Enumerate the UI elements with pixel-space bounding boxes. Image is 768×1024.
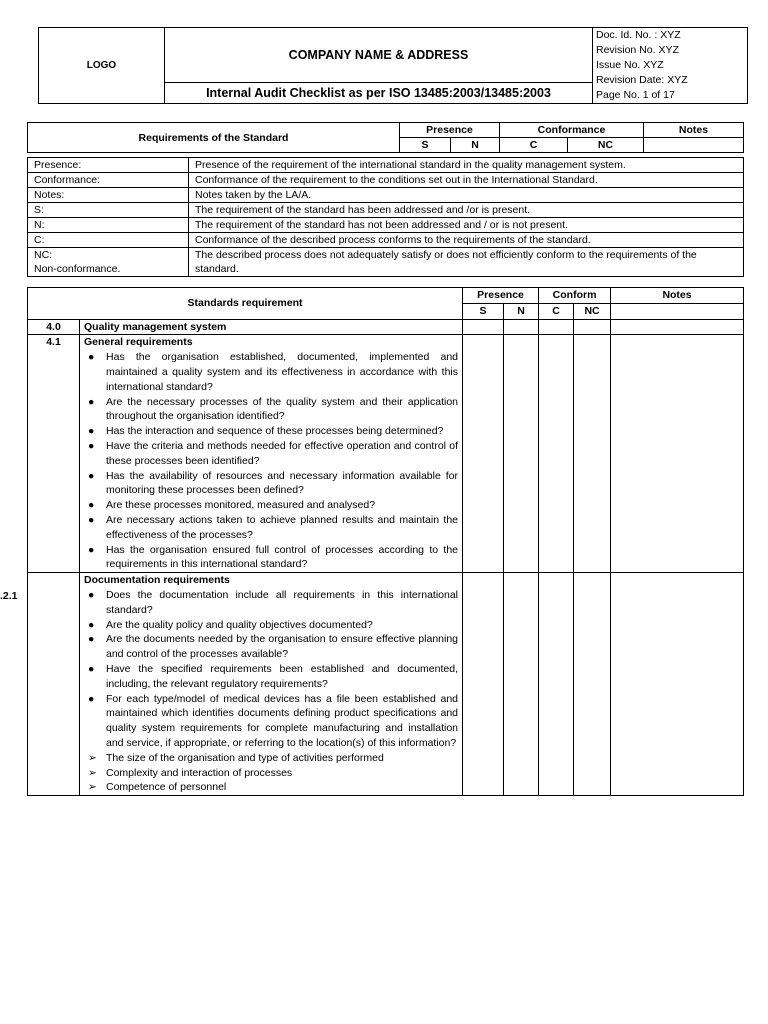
sub-item-text: Competence of personnel — [106, 781, 227, 794]
clause-content — [80, 573, 463, 796]
bullet-icon: ● — [88, 425, 95, 438]
clause-title: Documentation requirements — [84, 574, 230, 587]
legend-text: Conformance of the described process conforms to the requirements of the standard. — [189, 233, 744, 248]
bullet-icon: ● — [88, 618, 95, 631]
s-cell[interactable] — [463, 319, 504, 335]
s-header: S — [463, 303, 504, 319]
revision-no: Revision No. XYZ — [596, 44, 679, 56]
s-cell[interactable] — [463, 573, 504, 796]
s-header: S — [400, 138, 451, 153]
legend-text: The requirement of the standard has not been addressed and / or is not present. — [189, 218, 744, 233]
bullet-icon: ● — [88, 543, 95, 556]
legend-key: Notes: — [28, 188, 189, 203]
doc-id: Doc. Id. No. : XYZ — [596, 29, 681, 41]
question-item — [84, 439, 458, 469]
clause-row — [28, 573, 744, 796]
n-cell[interactable] — [504, 319, 539, 335]
question-text: For each type/model of medical devices has a file been established and maintained which identifies documents defining product specifications and quality system requirements for complete manufacturing and installation and service, if appropriate, or referring to the location(s) of this information? — [106, 692, 459, 749]
legend-row — [28, 233, 744, 248]
legend-text: Conformance of the requirement to the conditions set out in the International Standard. — [189, 173, 744, 188]
nc-cell[interactable] — [574, 573, 611, 796]
n-cell[interactable] — [504, 573, 539, 796]
question-item — [84, 350, 458, 394]
question-text: Has the organisation ensured full control of processes according to the requirements in this international standard? — [106, 543, 459, 571]
logo: LOGO — [39, 28, 165, 104]
legend-row — [28, 173, 744, 188]
question-item — [84, 632, 458, 662]
question-text: Have the specified requirements been established and documented, including, the relevant regulatory requirements? — [106, 662, 459, 690]
question-text: Has the availability of resources and necessary information available for monitoring these processes been defined? — [106, 469, 459, 497]
revision-date: Revision Date: XYZ — [596, 74, 688, 86]
section-number: 4.0 — [28, 319, 80, 335]
legend-key: Presence: — [28, 158, 189, 173]
question-item — [84, 498, 458, 513]
checklist-table — [27, 287, 744, 796]
presence-header: Presence — [400, 123, 500, 138]
issue-no: Issue No. XYZ — [596, 59, 664, 71]
notes-cell[interactable] — [611, 319, 744, 335]
question-text: Are the documents needed by the organisation to ensure effective planning and control of the processes available? — [106, 633, 459, 661]
legend-key: Conformance: — [28, 173, 189, 188]
c-cell[interactable] — [539, 335, 574, 573]
question-item — [84, 543, 458, 573]
notes-header: Notes — [611, 288, 744, 304]
presence-header: Presence — [463, 288, 539, 304]
legend-row — [28, 158, 744, 173]
section-row — [28, 319, 744, 335]
legend-row — [28, 188, 744, 203]
arrow-bullet-icon: ➢ — [88, 751, 97, 764]
legend-key: C: — [28, 233, 189, 248]
nc-header: NC — [568, 138, 644, 153]
legend-row — [28, 248, 744, 277]
bullet-icon: ● — [88, 439, 95, 452]
n-header: N — [451, 138, 500, 153]
question-item — [84, 395, 458, 425]
c-header: C — [539, 303, 574, 319]
notes-subheader — [611, 303, 744, 319]
question-list — [84, 350, 458, 572]
company-name: COMPANY NAME & ADDRESS — [165, 28, 593, 83]
bullet-icon: ● — [88, 513, 95, 526]
legend-text: Presence of the requirement of the international standard in the quality management system. — [189, 158, 744, 173]
legend-table — [27, 157, 744, 277]
bullet-icon: ● — [88, 351, 95, 364]
conformance-header: Conformance — [500, 123, 644, 138]
legend-text: Notes taken by the LA/A. — [189, 188, 744, 203]
document-title: Internal Audit Checklist as per ISO 13485:2003/13485:2003 — [165, 83, 593, 104]
question-item — [84, 618, 458, 633]
sub-item — [84, 780, 458, 795]
question-item — [84, 588, 458, 618]
bullet-icon: ● — [88, 692, 95, 705]
legend-key: NC: Non-conformance. — [28, 248, 189, 277]
nc-cell[interactable] — [574, 335, 611, 573]
notes-subheader — [644, 138, 744, 153]
nc-cell[interactable] — [574, 319, 611, 335]
sub-item — [84, 751, 458, 766]
question-item — [84, 424, 458, 439]
arrow-bullet-icon: ➢ — [88, 781, 97, 794]
legend-row — [28, 218, 744, 233]
notes-cell[interactable] — [611, 573, 744, 796]
section-title: Quality management system — [80, 319, 463, 335]
requirements-title: Requirements of the Standard — [28, 123, 400, 153]
bullet-icon: ● — [88, 395, 95, 408]
bullet-icon: ● — [88, 499, 95, 512]
clause-title: General requirements — [84, 336, 193, 349]
legend-row — [28, 203, 744, 218]
sub-item-text: Complexity and interaction of processes — [106, 766, 293, 779]
bullet-icon: ● — [88, 633, 95, 646]
question-text: Are necessary actions taken to achieve planned results and maintain the effectiveness of the processes? — [106, 513, 459, 541]
document-header — [38, 27, 748, 104]
question-text: Has the interaction and sequence of these processes being determined? — [106, 425, 444, 438]
question-item — [84, 469, 458, 499]
conform-header: Conform — [539, 288, 611, 304]
clause-row — [28, 335, 744, 573]
bullet-icon: ● — [88, 469, 95, 482]
question-item — [84, 513, 458, 543]
legend-key: N: — [28, 218, 189, 233]
document-meta — [593, 28, 748, 104]
question-text: Have the criteria and methods needed for effective operation and control of these processes been identified? — [106, 439, 459, 467]
nc-header: NC — [574, 303, 611, 319]
bullet-icon: ● — [88, 662, 95, 675]
question-text: Has the organisation established, documented, implemented and maintained a quality system and its effectiveness in accordance with this international standard? — [106, 351, 459, 393]
sub-item-text: The size of the organisation and type of activities performed — [106, 751, 384, 764]
legend-key: S: — [28, 203, 189, 218]
n-cell[interactable] — [504, 335, 539, 573]
standards-requirement-header: Standards requirement — [28, 288, 463, 320]
clause-content — [80, 335, 463, 573]
notes-header: Notes — [644, 123, 744, 138]
notes-cell[interactable] — [611, 335, 744, 573]
requirements-header-table — [27, 122, 744, 153]
s-cell[interactable] — [463, 335, 504, 573]
arrow-bullet-icon: ➢ — [88, 766, 97, 779]
clause-number: 4.1 — [28, 335, 80, 573]
clause-number-overflow: .2.1 — [0, 590, 18, 602]
question-item — [84, 662, 458, 692]
legend-text: The requirement of the standard has been addressed and /or is present. — [189, 203, 744, 218]
question-text: Does the documentation include all requirements in this international standard? — [106, 588, 459, 616]
question-text: Are these processes monitored, measured and analysed? — [106, 499, 376, 512]
legend-text: The described process does not adequately satisfy or does not efficiently conform to the requirements of the standard. — [189, 248, 744, 277]
question-text: Are the quality policy and quality objectives documented? — [106, 618, 373, 631]
c-cell[interactable] — [539, 573, 574, 796]
bullet-icon: ● — [88, 588, 95, 601]
question-text: Are the necessary processes of the quality system and their application throughout the organisation identified? — [106, 395, 459, 423]
question-list — [84, 588, 458, 795]
n-header: N — [504, 303, 539, 319]
question-item — [84, 692, 458, 751]
page-number: Page No. 1 of 17 — [596, 89, 675, 101]
sub-item — [84, 766, 458, 781]
c-header: C — [500, 138, 568, 153]
clause-number-cell — [28, 573, 80, 796]
c-cell[interactable] — [539, 319, 574, 335]
